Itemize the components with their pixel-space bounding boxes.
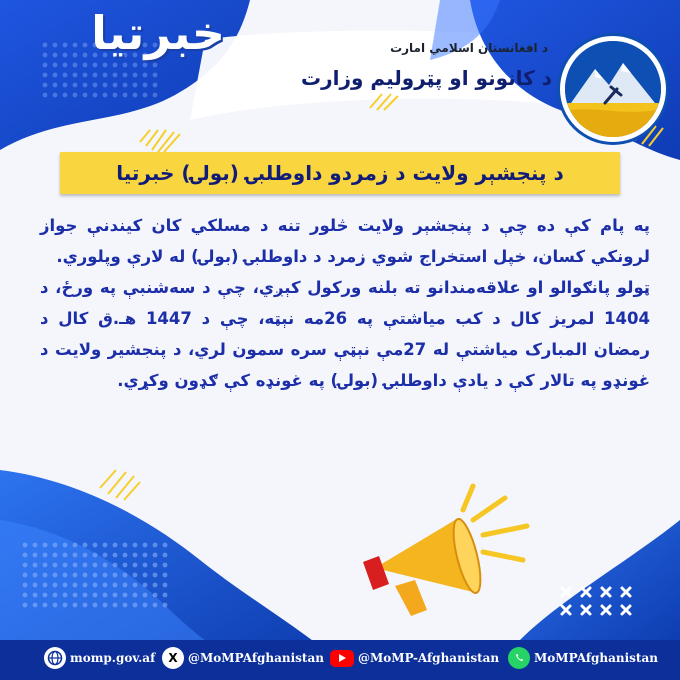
- x-handle[interactable]: @MoMPAfghanistan: [188, 651, 324, 665]
- brand-title: خبرتیا: [91, 6, 225, 60]
- organization-name: د افغانستان اسلامي امارت: [390, 41, 548, 55]
- megaphone-icon: [355, 480, 545, 620]
- youtube-icon: [330, 650, 354, 667]
- x-logo-icon: X: [162, 647, 184, 669]
- footer-website[interactable]: [44, 646, 155, 670]
- announcement-paragraph-1: په پام کې ده چې د پنجشېر ولایت څلور تنه د مسلکي کان کیندنې جواز لرونکي کسان، خپل استخراج شوي زمرد د داوطلبۍ (بولۍ) له لارې وپلوري.: [40, 216, 650, 266]
- whatsapp-icon: [508, 647, 530, 669]
- footer-youtube[interactable]: [330, 646, 499, 670]
- ministry-name: د کانونو او پټرولیم وزارت: [301, 66, 552, 90]
- headline-title: د پنجشېر ولایت د زمردو داوطلبۍ (بولۍ) خبرتیا: [116, 161, 564, 185]
- mountain-hammer-logo-icon: [565, 41, 661, 137]
- whatsapp-handle[interactable]: MoMPAfghanistan: [534, 651, 658, 665]
- announcement-paragraph-2: ټولو پانګوالو او علاقه‌مندانو ته بلنه ورکول کېږي، چې د سه‌شنبې په ورځ، د 1404 لمریز کال د کب میاشتې په 26مه نېټه، چې د 1447 هـ.ق کال د رمضان المبارک میاشتې له 27مې نېټې سره سمون لري، د پنجشیر ولایت د غونډو په تالار کې د یادې داوطلبۍ (بولۍ) په غونډه کې ګډون وکړي.: [40, 278, 650, 390]
- ministry-logo: [560, 36, 666, 142]
- announcement-body: [40, 210, 650, 396]
- youtube-handle[interactable]: @MoMP-Afghanistan: [358, 651, 500, 665]
- website-link[interactable]: momp.gov.af: [70, 651, 156, 665]
- globe-icon: [44, 647, 66, 669]
- footer-whatsapp[interactable]: [508, 646, 658, 670]
- footer-x[interactable]: [162, 646, 324, 670]
